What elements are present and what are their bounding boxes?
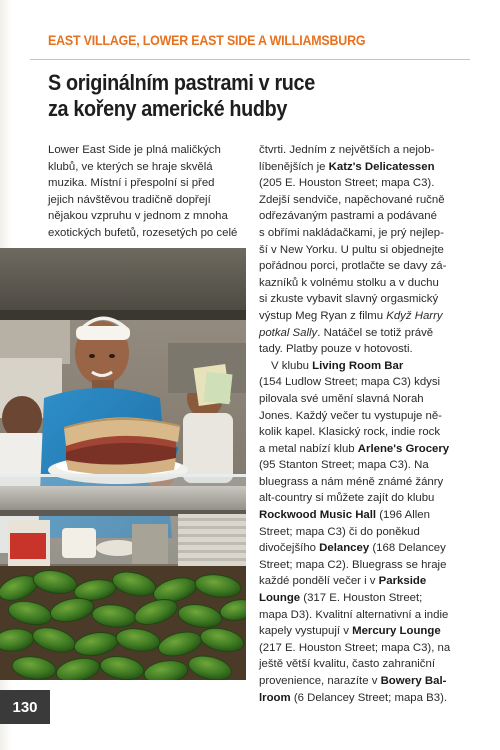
text-line [259, 540, 459, 557]
text-line: exotických bufetů, rozesetých po celé [48, 226, 238, 239]
text-line [259, 573, 459, 590]
page-number: 130 [0, 690, 50, 724]
text-fragment: (6 Delancey Street; mapa B3). [290, 691, 448, 704]
text-line: čtvrti. Jedním z největších a nejob- [259, 144, 435, 156]
text-line: klubů, ve kterých se hraje skvělá [48, 160, 213, 173]
text-line: alt-country si můžete zajít do klubu [259, 492, 435, 505]
title-line-2: za kořeny americké hudby [48, 96, 287, 121]
place-bowery-ballroom: lroom [259, 691, 291, 704]
text-fragment: V klubu [271, 359, 313, 372]
text-line: mapa D3). Kvalitní alternativní a indie [259, 608, 449, 621]
text-fragment: kapely vystupují v [259, 625, 353, 638]
text-line: (217 E. Houston Street; mapa C3), na [259, 641, 451, 654]
text-line: odřezávaným pastrami a podávané [259, 210, 437, 223]
header-rule [30, 59, 470, 60]
film-title: Když Harry [386, 309, 443, 322]
article-title [48, 70, 448, 122]
text-fragment: (317 E. Houston Street; [300, 592, 423, 605]
place-living-room-bar: Living Room Bar [312, 359, 404, 372]
place-arlenes-grocery: Arlene's Grocery [357, 442, 450, 455]
running-head: EAST VILLAGE, LOWER EAST SIDE A WILLIAMSBURG [48, 33, 366, 48]
text-line: nějakou vzpruhu v jednom z mnoha [48, 210, 228, 223]
text-line [259, 159, 459, 176]
text-fragment: divočejšího [259, 542, 320, 555]
text-line [259, 441, 459, 458]
text-line: pořádnou porci, protlačte se davy zá- [259, 260, 447, 273]
left-column [48, 142, 246, 242]
text-line: Jones. Každý večer tu vystupuje ně- [259, 409, 442, 422]
text-line: muzika. Místní i přespolní si před [48, 177, 215, 190]
place-parkside-lounge: Lounge [259, 592, 301, 605]
text-line [259, 590, 459, 607]
text-line: pilovala své umění slavná Norah [259, 392, 424, 405]
text-line: Lower East Side je plná maličkých [48, 144, 221, 156]
place-mercury-lounge: Mercury Lounge [352, 625, 441, 638]
text-line [259, 325, 459, 342]
text-fragment: výstup Meg Ryan z filmu [259, 309, 387, 322]
text-line: (205 E. Houston Street; mapa C3). [259, 177, 435, 190]
place-delancey: Delancey [319, 542, 370, 555]
text-line: bluegrass a nám méně známé žánry [259, 475, 444, 488]
text-fragment: a metal nabízí klub [259, 442, 358, 455]
deli-photo [0, 248, 246, 680]
text-line: Zdejší sendviče, napěchované ručně [259, 193, 445, 206]
title-line-1: S originálním pastrami v ruce [48, 70, 315, 95]
text-line [259, 308, 459, 325]
deli-photo-illustration [0, 248, 246, 680]
text-line [259, 623, 459, 640]
text-line: s obřími nakládačkami, je prý nejlep- [259, 226, 444, 239]
right-column [259, 142, 459, 706]
text-line: Street; mapa C2). Bluegrass se hraje [259, 558, 447, 571]
text-line [259, 673, 459, 690]
text-line: (95 Stanton Street; mapa C3). Na [259, 459, 429, 472]
place-katzs-delicatessen: Katz's Delicatessen [328, 160, 435, 173]
text-line: kazníků k volnému stolku a v duchu [259, 276, 439, 289]
text-line: Street; mapa C3) či do poněkud [259, 525, 420, 538]
text-line: ještě větší kvalitu, často zahraniční [259, 658, 436, 671]
text-line [259, 690, 459, 707]
text-line [259, 507, 459, 524]
text-fragment: . Natáčel se totiž právě [317, 326, 434, 339]
text-line: si zkuste vybavit slavný orgasmický [259, 293, 439, 306]
place-bowery-ballroom: Bowery Bal- [380, 675, 447, 687]
place-parkside-lounge: Parkside [378, 575, 427, 588]
text-fragment: provenience, narazíte v [259, 675, 381, 687]
film-title: potkal Sally [259, 326, 318, 339]
text-line: tady. Platby pouze v hotovosti. [259, 343, 413, 356]
text-fragment: líbenějších je [259, 160, 329, 173]
text-line: jejich návštěvou tradičně dopřejí [48, 193, 211, 206]
text-fragment: (168 Delancey [369, 542, 446, 555]
place-rockwood-music-hall: Rockwood Music Hall [259, 509, 377, 522]
text-fragment: každé pondělí večer i v [259, 575, 379, 588]
text-line: ší v New Yorku. U pultu si objednejte [259, 243, 444, 256]
text-line [259, 358, 459, 375]
text-line: kolik kapel. Klasický rock, indie rock [259, 426, 441, 439]
text-line: (154 Ludlow Street; mapa C3) kdysi [259, 376, 441, 389]
text-fragment: (196 Allen [376, 509, 430, 522]
